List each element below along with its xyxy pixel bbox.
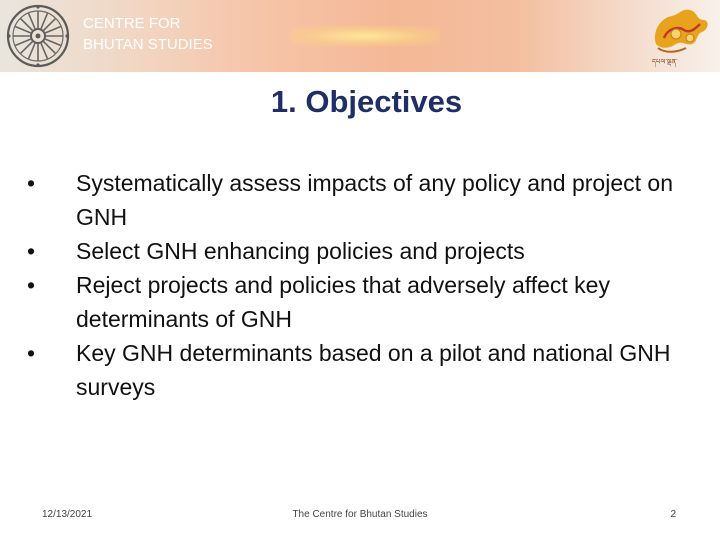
bullet-text: Systematically assess impacts of any policy and project on GNH <box>76 170 673 230</box>
dragon-emblem-icon <box>646 4 714 68</box>
bullet-item <box>27 336 707 404</box>
bullet-list <box>27 166 707 404</box>
header-banner <box>0 0 720 72</box>
bullet-text: Key GNH determinants based on a pilot and national GNH surveys <box>76 340 671 400</box>
bullet-marker: • <box>27 340 36 366</box>
footer-title: The Centre for Bhutan Studies <box>292 509 428 520</box>
bullet-marker: • <box>27 272 36 298</box>
organization-name <box>83 13 213 55</box>
bullet-marker: • <box>27 170 36 196</box>
org-line-2: BHUTAN STUDIES <box>83 36 213 53</box>
bullet-item <box>27 234 707 268</box>
bullet-item <box>27 166 707 234</box>
banner-glow <box>290 26 440 46</box>
page-number: 2 <box>670 509 676 520</box>
dharma-wheel-logo-icon <box>6 4 70 68</box>
bullet-text: Select GNH enhancing policies and projects <box>76 238 525 264</box>
bullet-marker: • <box>27 238 36 264</box>
bullet-item <box>27 268 707 336</box>
bullet-text: Reject projects and policies that adversely affect key determinants of GNH <box>76 272 610 332</box>
slide-title: 1. Objectives <box>270 84 463 119</box>
org-line-1: CENTRE FOR <box>83 15 181 32</box>
footer-date: 12/13/2021 <box>42 509 93 520</box>
dragon-caption: དཔལ་ལྡན་ <box>652 58 678 66</box>
